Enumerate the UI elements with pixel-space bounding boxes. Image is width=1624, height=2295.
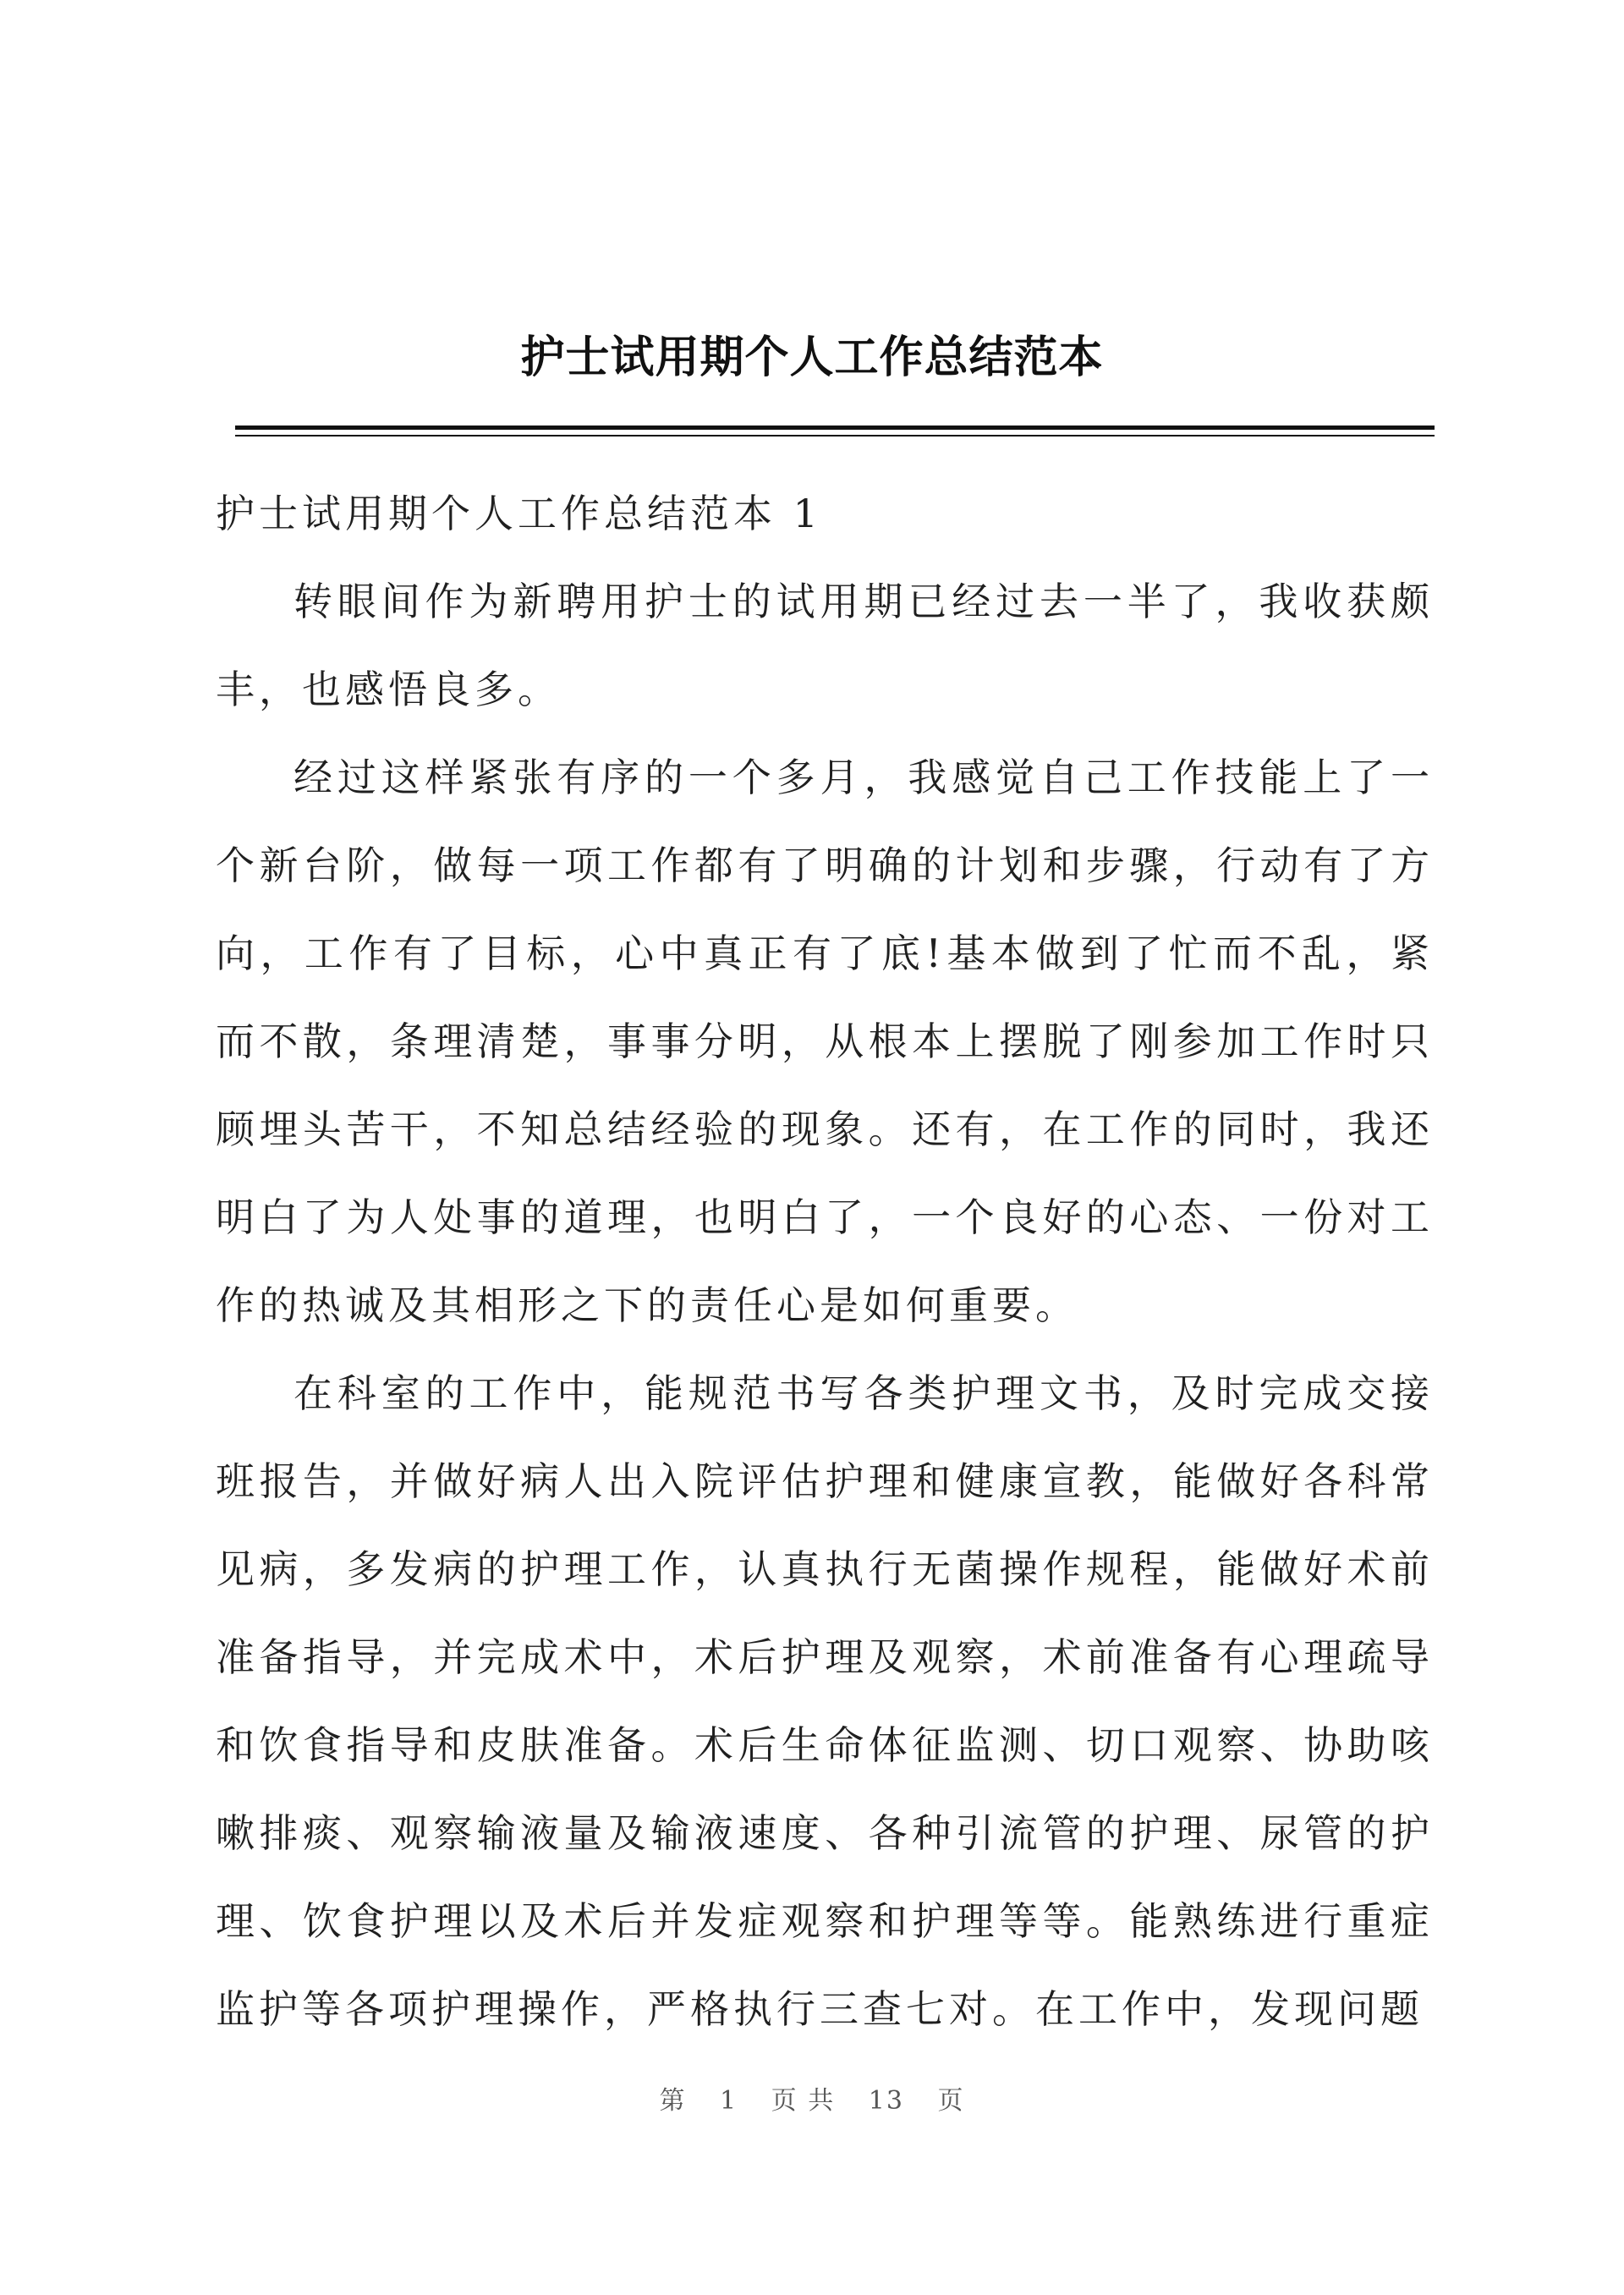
- footer-suffix: 页: [937, 2086, 965, 2116]
- paragraph-3: 在科室的工作中，能规范书写各类护理文书，及时完成交接班报告，并做好病人出入院评估护理和健康宣教，能做好各科常见病，多发病的护理工作，认真执行无菌操作规程，能做好术前准备指导，并完成术中，术后护理及观察，术前准备有心理疏导和饮食指导和皮肤准备。术后生命体征监测、切口观察、协助咳嗽排痰、观察输液量及输液速度、各种引流管的护理、尿管的护理、饮食护理以及术后并发症观察和护理等等。能熟练进行重症监护等各项护理操作，严格执行三查七对。在工作中，发现问题: [216, 1370, 1434, 2032]
- footer-prefix: 第: [659, 2086, 687, 2116]
- document-title: 护士试用期个人工作总结范本: [520, 332, 1104, 383]
- document-body: [216, 469, 1434, 2053]
- title-rule-thin: [235, 435, 1435, 436]
- footer-middle: 页 共: [771, 2086, 836, 2116]
- page-footer: [0, 2079, 1624, 2117]
- paragraph-2: 经过这样紧张有序的一个多月，我感觉自己工作技能上了一个新台阶，做每一项工作都有了明确的计划和步骤，行动有了方向，工作有了目标，心中真正有了底!基本做到了忙而不乱，紧而不散，条理清楚，事事分明，从根本上摆脱了刚参加工作时只顾埋头苦干，不知总结经验的现象。还有，在工作的同时，我还明白了为人处事的道理，也明白了，一个良好的心态、一份对工作的热诚及其相形之下的责任心是如何重要。: [216, 755, 1434, 1328]
- footer-total-pages: 13: [868, 2086, 904, 2116]
- paragraph-1: 转眼间作为新聘用护士的试用期已经过去一半了，我收获颇丰，也感悟良多。: [216, 579, 1434, 712]
- section-title: 护士试用期个人工作总结范本 1: [216, 491, 822, 536]
- footer-current-page: 1: [720, 2086, 738, 2116]
- title-rule-thick: [235, 426, 1435, 430]
